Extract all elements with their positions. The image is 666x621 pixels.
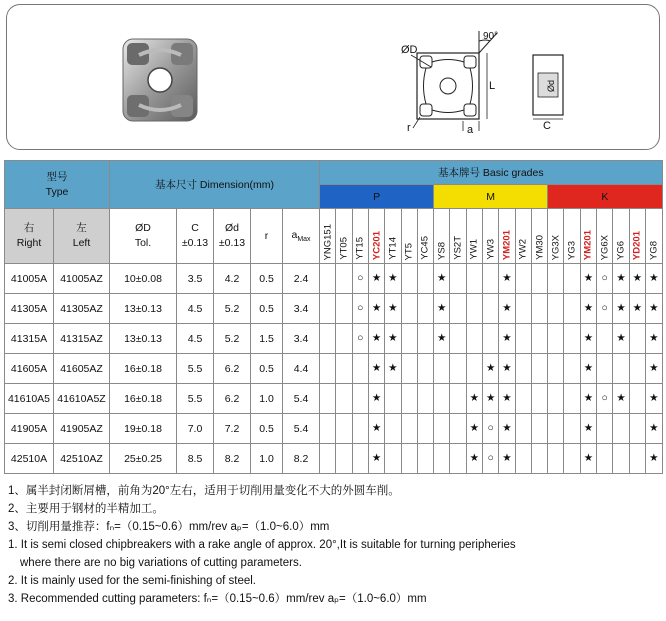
col-left xyxy=(54,209,110,264)
grade-header-cell xyxy=(597,209,613,264)
grade-mark-cell: ★ xyxy=(580,294,596,324)
col-r xyxy=(251,209,283,264)
col-right xyxy=(5,209,54,264)
col-phi-d-label: Ød ±0.13 xyxy=(218,222,246,249)
grade-name: YT14 xyxy=(387,237,399,260)
grade-mark-cell xyxy=(434,384,450,414)
cell-c: 4.5 xyxy=(177,324,214,354)
grade-mark-cell xyxy=(515,264,531,294)
cell-a: 8.2 xyxy=(283,444,320,474)
grade-header-cell xyxy=(483,209,499,264)
grade-mark-cell: ★ xyxy=(483,354,499,384)
cell-a: 5.4 xyxy=(283,414,320,444)
grade-name: YG3 xyxy=(566,240,578,260)
grade-mark-cell xyxy=(336,294,352,324)
grade-mark-cell: ★ xyxy=(368,354,384,384)
grade-mark-cell xyxy=(336,264,352,294)
grade-mark-cell: ★ xyxy=(613,264,629,294)
cell-phi-d: 6.2 xyxy=(214,354,251,384)
grade-mark-cell xyxy=(385,384,401,414)
grade-mark-cell xyxy=(434,354,450,384)
grade-mark-cell xyxy=(531,264,547,294)
col-left-label: 左 Left xyxy=(72,222,91,249)
grade-mark-cell xyxy=(597,354,613,384)
grade-mark-cell: ★ xyxy=(499,414,515,444)
grade-mark-cell xyxy=(417,324,433,354)
grade-name: YT15 xyxy=(354,237,366,260)
grade-mark-cell xyxy=(320,294,336,324)
cell-c: 8.5 xyxy=(177,444,214,474)
note-cn-2: 2、主要用于钢材的半精加工。 xyxy=(8,503,164,515)
grade-mark-cell xyxy=(434,444,450,474)
grade-mark-cell: ★ xyxy=(499,384,515,414)
grade-mark-cell xyxy=(548,354,564,384)
grade-mark-cell xyxy=(515,444,531,474)
col-c-label: C ±0.13 xyxy=(181,222,209,249)
grade-name: YS8 xyxy=(436,242,448,260)
grade-mark-cell: ★ xyxy=(629,264,645,294)
cell-right: 42510A xyxy=(5,444,54,474)
cell-left: 41905AZ xyxy=(54,414,110,444)
grade-name: YG6 xyxy=(615,240,627,260)
grade-mark-cell: ★ xyxy=(368,264,384,294)
grade-mark-cell xyxy=(531,444,547,474)
grade-mark-cell xyxy=(531,294,547,324)
grade-header-cell xyxy=(564,209,580,264)
grade-mark-cell xyxy=(336,444,352,474)
grade-mark-cell xyxy=(629,384,645,414)
grade-mark-cell: ★ xyxy=(499,444,515,474)
grade-mark-cell xyxy=(450,294,466,324)
grade-mark-cell xyxy=(336,414,352,444)
grade-mark-cell: ★ xyxy=(385,354,401,384)
grade-header-cell xyxy=(352,209,368,264)
grade-mark-cell xyxy=(548,414,564,444)
group-p-label: P xyxy=(373,190,381,203)
grade-mark-cell xyxy=(320,324,336,354)
grade-name: YNG151 xyxy=(322,223,334,260)
table-row xyxy=(5,414,663,444)
grade-mark-cell: ★ xyxy=(368,294,384,324)
grade-mark-cell xyxy=(352,444,368,474)
cell-d: 13±0.13 xyxy=(110,324,177,354)
grade-mark-cell xyxy=(629,444,645,474)
cell-a: 2.4 xyxy=(283,264,320,294)
grade-mark-cell xyxy=(336,354,352,384)
grade-mark-cell: ★ xyxy=(645,324,662,354)
grade-mark-cell xyxy=(417,354,433,384)
svg-text:a: a xyxy=(467,124,474,136)
grade-mark-cell xyxy=(336,324,352,354)
group-m xyxy=(434,185,548,209)
grade-mark-cell: ○ xyxy=(597,294,613,324)
grade-header-cell xyxy=(401,209,417,264)
grade-mark-cell xyxy=(613,414,629,444)
grade-mark-cell xyxy=(564,414,580,444)
top-view-drawing xyxy=(387,27,519,139)
cell-c: 5.5 xyxy=(177,384,214,414)
cell-phi-d: 4.2 xyxy=(214,264,251,294)
grade-mark-cell xyxy=(597,324,613,354)
grade-mark-cell xyxy=(336,384,352,414)
grade-mark-cell xyxy=(450,384,466,414)
grade-mark-cell xyxy=(450,444,466,474)
grade-mark-cell xyxy=(450,264,466,294)
group-k xyxy=(548,185,662,209)
grade-mark-cell xyxy=(613,444,629,474)
grade-mark-cell xyxy=(401,414,417,444)
grade-mark-cell xyxy=(320,264,336,294)
spec-table xyxy=(4,160,663,474)
grade-mark-cell: ★ xyxy=(466,414,482,444)
grade-header-cell xyxy=(580,209,596,264)
cell-phi-d: 5.2 xyxy=(214,294,251,324)
grade-header-cell xyxy=(336,209,352,264)
grade-mark-cell xyxy=(483,324,499,354)
cell-left: 41005AZ xyxy=(54,264,110,294)
grade-header-cell xyxy=(613,209,629,264)
grade-mark-cell: ★ xyxy=(613,384,629,414)
cell-d: 16±0.18 xyxy=(110,354,177,384)
grade-mark-cell xyxy=(515,294,531,324)
grade-mark-cell xyxy=(385,444,401,474)
group-m-label: M xyxy=(486,190,496,203)
grade-mark-cell xyxy=(450,354,466,384)
cell-r: 1.0 xyxy=(251,384,283,414)
grade-mark-cell xyxy=(531,414,547,444)
grade-name: YW2 xyxy=(517,239,529,260)
grade-name: YT5 xyxy=(403,242,415,260)
col-a xyxy=(283,209,320,264)
grade-mark-cell xyxy=(597,444,613,474)
grade-mark-cell xyxy=(417,264,433,294)
cell-right: 41305A xyxy=(5,294,54,324)
grade-mark-cell xyxy=(515,384,531,414)
grade-mark-cell: ★ xyxy=(580,264,596,294)
type-label: 型号 Type xyxy=(45,170,69,198)
grade-name: YC45 xyxy=(419,236,431,260)
note-en-1: 1. It is semi closed chipbreakers with a rake angle of approx. 20°,It is suitable for turning peripheries xyxy=(8,539,516,551)
grade-mark-cell xyxy=(629,414,645,444)
grade-mark-cell xyxy=(320,414,336,444)
cell-left: 41610A5Z xyxy=(54,384,110,414)
grade-mark-cell xyxy=(450,324,466,354)
cell-d: 19±0.18 xyxy=(110,414,177,444)
grade-mark-cell xyxy=(531,384,547,414)
grade-name: YM201 xyxy=(582,229,594,260)
grade-name: YT05 xyxy=(338,237,350,260)
grades-label: 基本牌号 Basic grades xyxy=(437,167,544,179)
cell-d: 25±0.25 xyxy=(110,444,177,474)
cell-r: 0.5 xyxy=(251,354,283,384)
cell-left: 41605AZ xyxy=(54,354,110,384)
grade-mark-cell xyxy=(352,384,368,414)
grade-name: YC201 xyxy=(371,230,383,260)
grade-mark-cell: ★ xyxy=(580,414,596,444)
grade-header-cell xyxy=(548,209,564,264)
cell-left: 41305AZ xyxy=(54,294,110,324)
cell-right: 41610A5 xyxy=(5,384,54,414)
cell-a: 3.4 xyxy=(283,294,320,324)
grade-mark-cell xyxy=(352,414,368,444)
grade-mark-cell xyxy=(564,444,580,474)
grade-header-cell xyxy=(417,209,433,264)
grade-mark-cell xyxy=(401,444,417,474)
cell-a: 3.4 xyxy=(283,324,320,354)
grade-mark-cell xyxy=(629,324,645,354)
grade-mark-cell: ★ xyxy=(645,384,662,414)
cell-phi-d: 8.2 xyxy=(214,444,251,474)
grade-mark-cell xyxy=(531,324,547,354)
grade-name: YM201 xyxy=(501,229,513,260)
cell-phi-d: 6.2 xyxy=(214,384,251,414)
grade-mark-cell xyxy=(564,384,580,414)
grade-mark-cell xyxy=(531,354,547,384)
col-a-sub: Max xyxy=(297,236,311,244)
grade-mark-cell xyxy=(417,444,433,474)
cell-r: 1.0 xyxy=(251,444,283,474)
cell-c: 5.5 xyxy=(177,354,214,384)
grade-mark-cell: ★ xyxy=(613,294,629,324)
grade-mark-cell xyxy=(401,384,417,414)
note-cn-1: 1、属半封闭断屑槽，前角为20°左右，适用于切削用量变化不大的外圆车削。 xyxy=(8,485,400,497)
grade-mark-cell xyxy=(515,354,531,384)
grade-header-cell xyxy=(320,209,336,264)
grade-mark-cell: ★ xyxy=(385,294,401,324)
notes xyxy=(8,482,658,608)
cell-left: 41315AZ xyxy=(54,324,110,354)
group-p xyxy=(320,185,434,209)
grade-mark-cell: ★ xyxy=(613,324,629,354)
grade-mark-cell xyxy=(483,264,499,294)
grade-mark-cell: ○ xyxy=(483,414,499,444)
grade-mark-cell xyxy=(483,294,499,324)
table-row xyxy=(5,324,663,354)
cell-c: 4.5 xyxy=(177,294,214,324)
grade-mark-cell xyxy=(564,324,580,354)
grade-mark-cell: ★ xyxy=(580,354,596,384)
group-k-label: K xyxy=(601,190,609,203)
grade-header-cell xyxy=(531,209,547,264)
cell-c: 3.5 xyxy=(177,264,214,294)
grade-mark-cell: ★ xyxy=(580,324,596,354)
grade-mark-cell: ★ xyxy=(645,444,662,474)
grade-mark-cell: ★ xyxy=(629,294,645,324)
grade-mark-cell: ★ xyxy=(434,324,450,354)
grade-mark-cell: ★ xyxy=(499,354,515,384)
grade-mark-cell xyxy=(548,324,564,354)
cell-d: 13±0.13 xyxy=(110,294,177,324)
grade-mark-cell xyxy=(401,264,417,294)
cell-r: 0.5 xyxy=(251,264,283,294)
svg-text:Ød: Ød xyxy=(546,79,556,92)
grade-mark-cell xyxy=(548,294,564,324)
grade-header-cell xyxy=(629,209,645,264)
col-d-label: ØD Tol. xyxy=(134,222,152,249)
grade-header-cell xyxy=(385,209,401,264)
grade-header-cell xyxy=(499,209,515,264)
cell-d: 16±0.18 xyxy=(110,384,177,414)
col-phi-d xyxy=(214,209,251,264)
svg-text:C: C xyxy=(543,120,551,129)
col-c xyxy=(177,209,214,264)
grade-mark-cell: ★ xyxy=(580,384,596,414)
svg-text:r: r xyxy=(407,122,411,134)
cell-left: 42510AZ xyxy=(54,444,110,474)
grade-mark-cell xyxy=(417,384,433,414)
grade-mark-cell xyxy=(548,264,564,294)
cell-a: 5.4 xyxy=(283,384,320,414)
grade-name: YW3 xyxy=(485,239,497,260)
grade-mark-cell: ★ xyxy=(483,384,499,414)
grade-mark-cell xyxy=(515,414,531,444)
grade-mark-cell xyxy=(629,354,645,384)
col-r-label: r xyxy=(264,230,269,242)
cell-right: 41005A xyxy=(5,264,54,294)
grade-mark-cell xyxy=(417,294,433,324)
cell-r: 0.5 xyxy=(251,294,283,324)
type-header xyxy=(5,161,110,209)
grade-mark-cell xyxy=(466,324,482,354)
grade-name: YG3X xyxy=(550,234,562,260)
grade-mark-cell: ★ xyxy=(499,324,515,354)
grade-mark-cell: ★ xyxy=(645,414,662,444)
grade-header-cell xyxy=(466,209,482,264)
grade-name: YG8 xyxy=(648,240,660,260)
grade-mark-cell xyxy=(548,384,564,414)
grade-mark-cell xyxy=(320,384,336,414)
grade-mark-cell xyxy=(564,354,580,384)
grade-mark-cell: ★ xyxy=(385,324,401,354)
grade-mark-cell xyxy=(352,354,368,384)
grade-mark-cell: ★ xyxy=(385,264,401,294)
grade-mark-cell: ★ xyxy=(499,294,515,324)
svg-text:L: L xyxy=(489,80,496,92)
grade-mark-cell: ★ xyxy=(434,294,450,324)
table-row xyxy=(5,264,663,294)
grade-mark-cell: ★ xyxy=(368,384,384,414)
side-view-drawing xyxy=(523,47,573,129)
cell-phi-d: 5.2 xyxy=(214,324,251,354)
table-row xyxy=(5,384,663,414)
grade-mark-cell: ○ xyxy=(597,264,613,294)
cell-r: 1.5 xyxy=(251,324,283,354)
grade-mark-cell xyxy=(466,264,482,294)
grade-mark-cell: ★ xyxy=(368,414,384,444)
grade-mark-cell: ★ xyxy=(499,264,515,294)
grade-mark-cell: ★ xyxy=(368,324,384,354)
grade-mark-cell: ○ xyxy=(597,384,613,414)
grade-mark-cell: ★ xyxy=(466,444,482,474)
grade-mark-cell xyxy=(564,264,580,294)
grade-name: YD201 xyxy=(631,230,643,260)
grade-name: YG6X xyxy=(599,234,611,260)
grade-mark-cell xyxy=(320,444,336,474)
table-row xyxy=(5,444,663,474)
table-row xyxy=(5,294,663,324)
grade-mark-cell: ★ xyxy=(368,444,384,474)
cell-phi-d: 7.2 xyxy=(214,414,251,444)
grade-mark-cell: ○ xyxy=(483,444,499,474)
note-en-2: 2. It is mainly used for the semi-finishing of steel. xyxy=(8,575,256,587)
grade-mark-cell xyxy=(613,354,629,384)
grade-mark-cell: ★ xyxy=(645,294,662,324)
dimension-header xyxy=(110,161,320,209)
grade-mark-cell: ○ xyxy=(352,264,368,294)
grade-mark-cell xyxy=(417,414,433,444)
grade-mark-cell xyxy=(548,444,564,474)
grade-mark-cell xyxy=(466,294,482,324)
cell-r: 0.5 xyxy=(251,414,283,444)
grade-mark-cell xyxy=(401,324,417,354)
grade-header-cell xyxy=(645,209,662,264)
grade-mark-cell xyxy=(466,354,482,384)
grade-header-cell xyxy=(515,209,531,264)
col-right-label: 右 Right xyxy=(16,222,42,249)
grade-mark-cell: ★ xyxy=(466,384,482,414)
grade-mark-cell xyxy=(597,414,613,444)
grade-mark-cell: ★ xyxy=(434,264,450,294)
grades-header xyxy=(320,161,663,185)
grade-mark-cell: ★ xyxy=(645,264,662,294)
grade-mark-cell xyxy=(515,324,531,354)
dimension-label: 基本尺寸 Dimension(mm) xyxy=(155,179,275,191)
cell-c: 7.0 xyxy=(177,414,214,444)
grade-mark-cell xyxy=(434,414,450,444)
note-cn-3: 3、切削用量推荐：fₙ=（0.15~0.6）mm/rev aₚ=（1.0~6.0）mm xyxy=(8,521,330,533)
grade-mark-cell xyxy=(564,294,580,324)
col-a-label: a xyxy=(291,228,298,241)
grade-mark-cell xyxy=(401,354,417,384)
grade-mark-cell: ○ xyxy=(352,294,368,324)
grade-mark-cell xyxy=(385,414,401,444)
grade-mark-cell xyxy=(320,354,336,384)
cell-d: 10±0.08 xyxy=(110,264,177,294)
grade-name: YS2T xyxy=(452,236,464,260)
grade-name: YW1 xyxy=(468,239,480,260)
note-en-3: 3. Recommended cutting parameters: fₙ=（0.15~0.6）mm/rev aₚ=（1.0~6.0）mm xyxy=(8,593,427,605)
svg-text:ØD: ØD xyxy=(401,44,418,56)
note-en-1-cont: where there are no big variations of cutting parameters. xyxy=(20,557,302,569)
insert-photo xyxy=(119,35,201,125)
cell-right: 41605A xyxy=(5,354,54,384)
grade-header-cell xyxy=(450,209,466,264)
grade-mark-cell: ○ xyxy=(352,324,368,354)
grade-header-cell xyxy=(434,209,450,264)
grade-header-cell xyxy=(368,209,384,264)
cell-right: 41315A xyxy=(5,324,54,354)
cell-a: 4.4 xyxy=(283,354,320,384)
cell-right: 41905A xyxy=(5,414,54,444)
grade-mark-cell: ★ xyxy=(580,444,596,474)
grade-mark-cell: ★ xyxy=(645,354,662,384)
drawing-panel xyxy=(6,4,660,150)
col-d xyxy=(110,209,177,264)
table-row xyxy=(5,354,663,384)
grade-mark-cell xyxy=(401,294,417,324)
grade-mark-cell xyxy=(450,414,466,444)
svg-text:90°: 90° xyxy=(483,31,499,42)
grade-name: YM30 xyxy=(534,235,546,260)
